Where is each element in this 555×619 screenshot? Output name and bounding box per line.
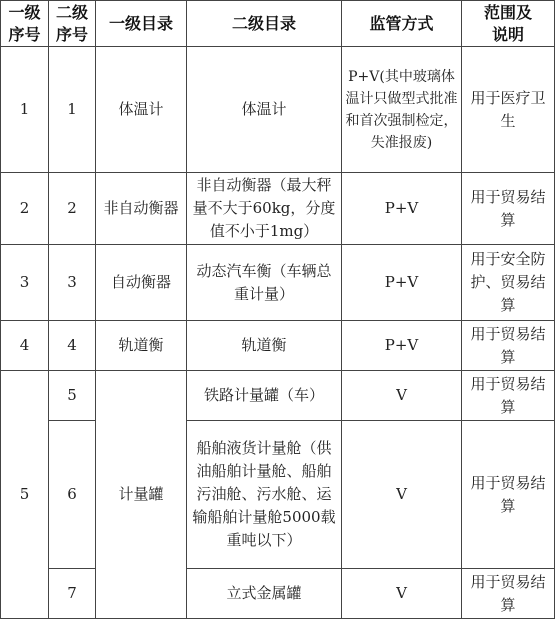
- scope-cell: 用于医疗卫生: [462, 47, 555, 173]
- header-supervision: 监管方式: [342, 1, 462, 47]
- scope-cell: 用于贸易结算: [462, 321, 555, 371]
- level1-catalog-cell: 轨道衡: [96, 321, 187, 371]
- scope-cell: 用于贸易结算: [462, 569, 555, 619]
- supervision-cell: V: [342, 421, 462, 569]
- level2-no-cell: 2: [49, 173, 96, 245]
- level2-catalog-cell: 轨道衡: [187, 321, 342, 371]
- level2-no-cell: 4: [49, 321, 96, 371]
- level1-no-cell: 4: [1, 321, 49, 371]
- supervision-cell: V: [342, 569, 462, 619]
- scope-cell: 用于安全防护、贸易结算: [462, 245, 555, 321]
- level2-catalog-cell: 立式金属罐: [187, 569, 342, 619]
- supervision-cell: V: [342, 371, 462, 421]
- level1-no-cell: 3: [1, 245, 49, 321]
- header-row: [1, 1, 555, 47]
- supervision-cell: P+V: [342, 321, 462, 371]
- scope-cell: 用于贸易结算: [462, 173, 555, 245]
- header-level2-no: 二级序号: [49, 1, 96, 47]
- scope-cell: 用于贸易结算: [462, 371, 555, 421]
- table-row: [1, 569, 555, 619]
- table-row: [1, 245, 555, 321]
- header-level2-catalog: 二级目录: [187, 1, 342, 47]
- header-level1-catalog: 一级目录: [96, 1, 187, 47]
- table-row: [1, 47, 555, 173]
- table-row: [1, 371, 555, 421]
- level1-catalog-cell: 体温计: [96, 47, 187, 173]
- table-row: [1, 421, 555, 569]
- supervision-cell: P+V: [342, 245, 462, 321]
- table-row: [1, 321, 555, 371]
- level1-catalog-cell: 非自动衡器: [96, 173, 187, 245]
- level2-catalog-cell: 船舶液货计量舱（供油船舶计量舱、船舶污油舱、污水舱、运输船舶计量舱5000载重吨以下）: [187, 421, 342, 569]
- level1-no-cell: 5: [1, 371, 49, 619]
- table-row: [1, 173, 555, 245]
- level2-no-cell: 3: [49, 245, 96, 321]
- supervision-cell: P+V(其中玻璃体温计只做型式批准和首次强制检定，失准报废): [342, 47, 462, 173]
- level2-no-cell: 1: [49, 47, 96, 173]
- level2-catalog-cell: 铁路计量罐（车）: [187, 371, 342, 421]
- scope-cell: 用于贸易结算: [462, 421, 555, 569]
- header-level1-no: 一级序号: [1, 1, 49, 47]
- supervision-cell: P+V: [342, 173, 462, 245]
- header-scope: 范围及说明: [462, 1, 555, 47]
- level1-no-cell: 1: [1, 47, 49, 173]
- level1-catalog-cell: 计量罐: [96, 371, 187, 619]
- level1-no-cell: 2: [1, 173, 49, 245]
- level2-catalog-cell: 体温计: [187, 47, 342, 173]
- level2-no-cell: 5: [49, 371, 96, 421]
- level1-catalog-cell: 自动衡器: [96, 245, 187, 321]
- level2-no-cell: 6: [49, 421, 96, 569]
- level2-catalog-cell: 非自动衡器（最大秤量不大于60kg，分度值不小于1mg）: [187, 173, 342, 245]
- level2-no-cell: 7: [49, 569, 96, 619]
- level2-catalog-cell: 动态汽车衡（车辆总重计量）: [187, 245, 342, 321]
